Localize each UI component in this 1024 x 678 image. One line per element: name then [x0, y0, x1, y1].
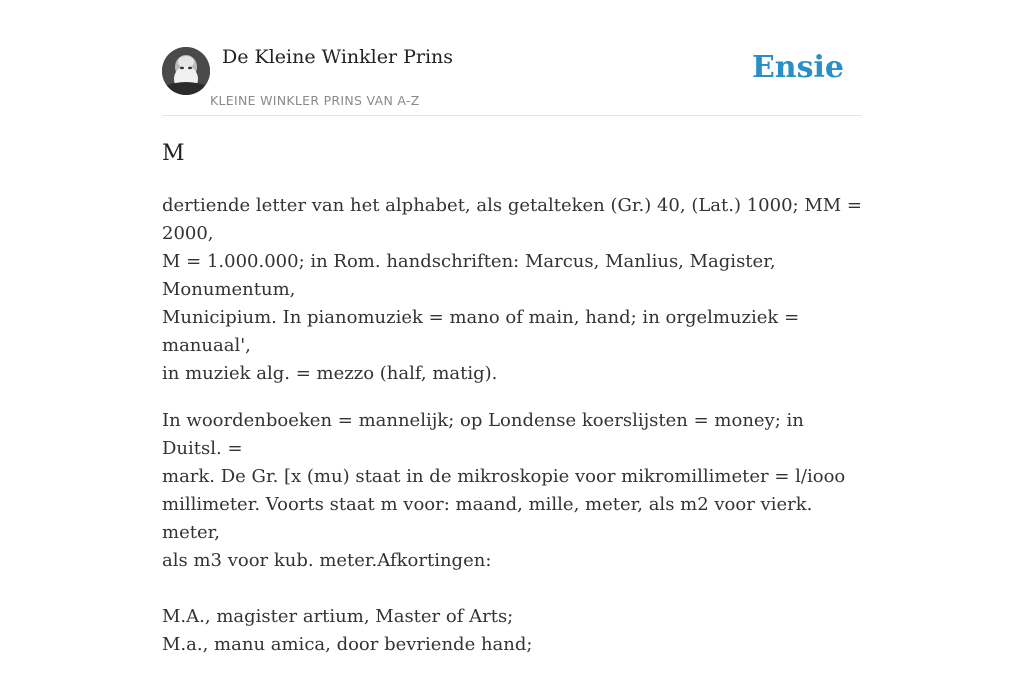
page-container — [162, 0, 862, 655]
portrait-icon — [162, 47, 210, 95]
text-line: dertiende letter van het alphabet, als getalteken (Gr.) 40, (Lat.) 1000; MM = 2000, — [162, 195, 862, 244]
text-line: In woordenboeken = mannelijk; op Londense koerslijsten = money; in Duitsl. = — [162, 410, 804, 459]
abbreviation-item: M.A., magister artium, Master of Arts; — [162, 606, 514, 627]
text-line: M = 1.000.000; in Rom. handschriften: Marcus, Manlius, Magister, Monumentum, — [162, 251, 776, 300]
header — [162, 0, 862, 116]
entry-title: M — [162, 141, 185, 166]
book-subtitle: KLEINE WINKLER PRINS VAN A-Z — [210, 93, 420, 108]
avatar[interactable] — [162, 47, 210, 95]
spacer — [162, 575, 862, 603]
paragraph-definition — [162, 192, 862, 388]
paragraph-usage — [162, 407, 862, 659]
text-line: mark. De Gr. [x (mu) staat in de mikroskopie voor mikromillimeter = l/iooo — [162, 466, 846, 487]
brand-logo[interactable]: Ensie — [751, 50, 844, 85]
text-line: als m3 voor kub. meter.Afkortingen: — [162, 550, 492, 571]
text-line: Municipium. In pianomuziek = mano of main, hand; in orgelmuziek = manuaal', — [162, 307, 800, 356]
text-line: in muziek alg. = mezzo (half, matig). — [162, 363, 498, 384]
text-line: millimeter. Voorts staat m voor: maand, mille, meter, als m2 voor vierk. meter, — [162, 494, 813, 543]
entry-body — [162, 192, 862, 678]
book-title[interactable]: De Kleine Winkler Prins — [222, 46, 454, 68]
abbreviation-item: M.a., manu amica, door bevriende hand; — [162, 634, 533, 655]
